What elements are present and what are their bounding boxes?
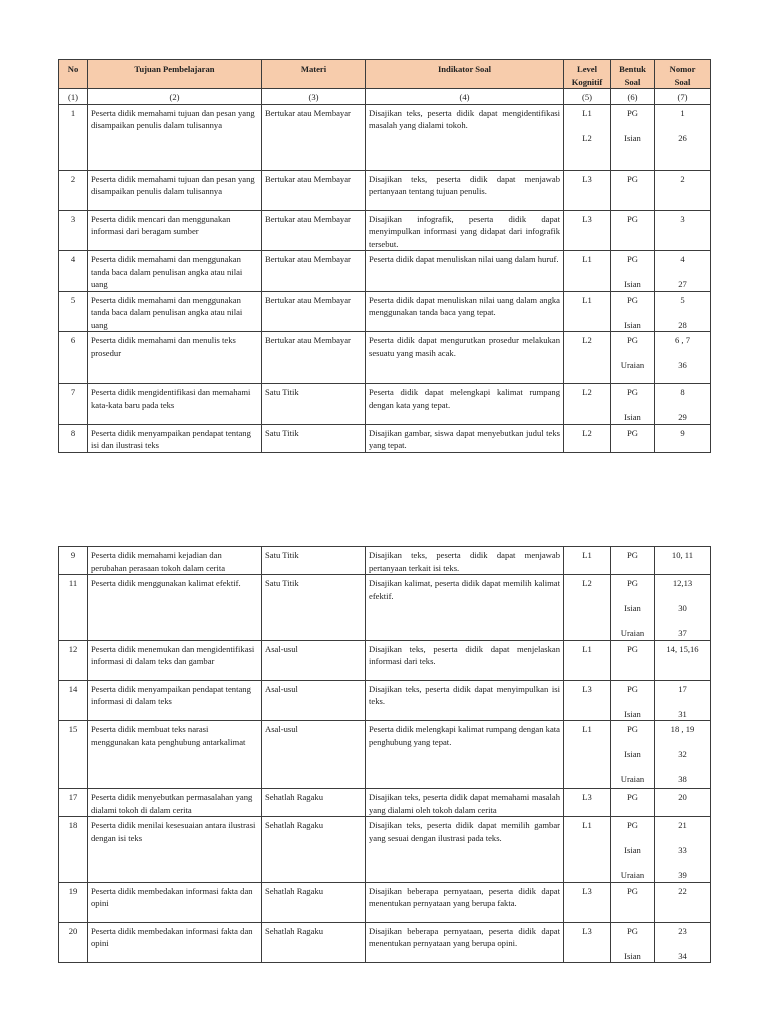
- row-tujuan: Peserta didik memahami dan menggunakan tanda baca dalam penulisan angka atau nilai uang: [88, 291, 262, 332]
- row-nomor: [655, 575, 711, 641]
- row-level-line: L3: [582, 683, 592, 694]
- header-tujuan: Tujuan Pembelajaran: [88, 60, 262, 89]
- row-no: 18: [59, 817, 88, 883]
- row-bentuk: [611, 680, 655, 721]
- row-materi: Bertukar atau Membayar: [262, 210, 366, 251]
- row-bentuk: [611, 210, 655, 251]
- row-nomor-line: 14, 15,16: [666, 643, 699, 654]
- row-nomor: [655, 291, 711, 332]
- row-no: 19: [59, 882, 88, 922]
- col-number: (1): [59, 89, 88, 105]
- row-nomor-line: 26: [678, 132, 687, 143]
- row-bentuk: [611, 789, 655, 817]
- row-no: 14: [59, 680, 88, 721]
- row-tujuan: Peserta didik mencari dan menggunakan informasi dari beragam sumber: [88, 210, 262, 251]
- col-number: (5): [564, 89, 611, 105]
- header-no: No: [59, 60, 88, 89]
- row-level-line: L2: [582, 427, 592, 438]
- row-indikator: Disajikan infografik, peserta didik dapat menyimpulkan informasi yang didapat dari infografik tersebut.: [366, 210, 564, 251]
- row-nomor-line: [658, 832, 707, 845]
- row-bentuk-line: Uraian: [620, 870, 645, 880]
- row-indikator: Peserta didik dapat mengurutkan prosedur melakukan sesuatu yang masih acak.: [366, 332, 564, 384]
- row-nomor: [655, 104, 711, 170]
- row-level-line: L3: [582, 792, 592, 802]
- kisi-kisi-table-part-2: [58, 546, 711, 963]
- row-materi: Asal-usul: [262, 721, 366, 789]
- row-materi: Satu Titik: [262, 384, 366, 425]
- row-materi: Bertukar atau Membayar: [262, 170, 366, 210]
- table-row: [59, 575, 711, 641]
- row-level-line: L3: [582, 213, 592, 224]
- row-bentuk: [611, 170, 655, 210]
- row-nomor: [655, 721, 711, 789]
- row-bentuk-line: PG: [627, 792, 638, 802]
- row-bentuk-line: PG: [627, 925, 638, 936]
- row-bentuk-line: PG: [627, 683, 638, 694]
- row-nomor-line: [658, 266, 707, 279]
- row-bentuk-line: [614, 266, 651, 279]
- row-indikator: Disajikan teks, peserta didik dapat mengidentifikasi masalah yang dialami tokoh.: [366, 104, 564, 170]
- row-nomor: [655, 817, 711, 883]
- row-indikator: Disajikan beberapa pernyataan, peserta didik dapat menentukan pernyataan yang berupa fakta.: [366, 882, 564, 922]
- row-tujuan: Peserta didik menemukan dan mengidentifikasi informasi di dalam teks dan gambar: [88, 640, 262, 680]
- row-level-line: L1: [582, 294, 592, 305]
- row-level: [564, 170, 611, 210]
- row-nomor-line: 1: [680, 107, 685, 118]
- row-nomor-line: 20: [678, 792, 687, 802]
- row-level-line: L3: [582, 885, 592, 896]
- col-number: (3): [262, 89, 366, 105]
- row-bentuk: [611, 817, 655, 883]
- row-bentuk-line: [614, 937, 651, 950]
- row-nomor-line: [658, 695, 707, 708]
- row-nomor-line: 18 , 19: [670, 724, 695, 734]
- table-row: [59, 170, 711, 210]
- row-tujuan: Peserta didik memahami dan menggunakan tanda baca dalam penulisan angka atau nilai uang: [88, 251, 262, 292]
- row-tujuan: Peserta didik menggunakan kalimat efektif.: [88, 575, 262, 641]
- row-level: [564, 547, 611, 575]
- row-bentuk-line: Isian: [624, 708, 641, 719]
- row-tujuan: Peserta didik memahami tujuan dan pesan yang disampaikan penulis dalam tulisannya: [88, 170, 262, 210]
- row-level: [564, 721, 611, 789]
- row-bentuk: [611, 547, 655, 575]
- table-row: [59, 291, 711, 332]
- header-level: Level Kognitif: [564, 60, 611, 89]
- row-nomor-line: 38: [678, 774, 687, 784]
- row-bentuk-line: [614, 695, 651, 708]
- row-tujuan: Peserta didik memahami dan menulis teks prosedur: [88, 332, 262, 384]
- row-nomor-line: 6 , 7: [674, 335, 691, 345]
- header-materi: Materi: [262, 60, 366, 89]
- row-nomor-line: [658, 119, 707, 132]
- row-bentuk: [611, 332, 655, 384]
- row-materi: Sehatlah Ragaku: [262, 789, 366, 817]
- row-tujuan: Peserta didik menilai kesesuaian antara ilustrasi dengan isi teks: [88, 817, 262, 883]
- row-bentuk: [611, 721, 655, 789]
- row-level: [564, 291, 611, 332]
- row-materi: Satu Titik: [262, 575, 366, 641]
- row-indikator: Disajikan teks, peserta didik dapat memilih gambar yang sesuai dengan ilustrasi pada teks.: [366, 817, 564, 883]
- row-tujuan: Peserta didik membedakan informasi fakta dan opini: [88, 882, 262, 922]
- table-row: [59, 547, 711, 575]
- table-body-2: [59, 547, 711, 963]
- row-level-line: L2: [582, 387, 592, 397]
- row-nomor: [655, 789, 711, 817]
- row-bentuk-line: [614, 347, 651, 360]
- row-nomor-line: 12,13: [672, 578, 693, 588]
- row-bentuk-line: [614, 857, 651, 870]
- row-no: 2: [59, 170, 88, 210]
- kisi-kisi-table-part-1: [58, 59, 711, 453]
- row-nomor-line: 21: [678, 820, 687, 830]
- row-bentuk-line: PG: [627, 294, 638, 305]
- col-number: (6): [611, 89, 655, 105]
- row-nomor-line: [658, 937, 707, 950]
- row-indikator: Disajikan kalimat, peserta didik dapat memilih kalimat efektif.: [366, 575, 564, 641]
- table-row: [59, 251, 711, 292]
- row-indikator: Disajikan teks, peserta didik dapat menyimpulkan isi teks.: [366, 680, 564, 721]
- row-nomor-line: 5: [680, 294, 685, 305]
- row-nomor-line: 9: [680, 427, 685, 438]
- row-nomor-line: 28: [678, 319, 687, 330]
- row-no: 20: [59, 922, 88, 963]
- row-materi: Sehatlah Ragaku: [262, 817, 366, 883]
- row-materi: Sehatlah Ragaku: [262, 882, 366, 922]
- row-tujuan: Peserta didik memahami kejadian dan perubahan perasaan tokoh dalam cerita: [88, 547, 262, 575]
- row-level: [564, 680, 611, 721]
- row-nomor-line: 10, 11: [671, 550, 694, 560]
- row-materi: Asal-usul: [262, 680, 366, 721]
- col-number: (4): [366, 89, 564, 105]
- row-nomor: [655, 210, 711, 251]
- row-bentuk-line: PG: [627, 427, 638, 438]
- row-indikator: Peserta didik dapat menuliskan nilai uang dalam angka menggunakan tanda baca yang tepat.: [366, 291, 564, 332]
- row-level-line: L1: [582, 724, 592, 734]
- row-materi: Satu Titik: [262, 547, 366, 575]
- table-row: [59, 210, 711, 251]
- header-row: [59, 60, 711, 89]
- row-bentuk-line: Isian: [624, 319, 641, 330]
- row-level: [564, 640, 611, 680]
- row-bentuk-line: PG: [627, 107, 638, 118]
- row-tujuan: Peserta didik menyebutkan permasalahan yang dialami tokoh di dalam cerita: [88, 789, 262, 817]
- row-nomor: [655, 251, 711, 292]
- row-bentuk-line: Isian: [624, 603, 641, 613]
- row-indikator: Disajikan gambar, siswa dapat menyebutkan judul teks yang tepat.: [366, 424, 564, 452]
- row-no: 5: [59, 291, 88, 332]
- row-bentuk-line: [614, 615, 651, 628]
- row-no: 17: [59, 789, 88, 817]
- col-number: (2): [88, 89, 262, 105]
- row-bentuk-line: PG: [627, 724, 638, 734]
- row-materi: Sehatlah Ragaku: [262, 922, 366, 963]
- row-bentuk: [611, 251, 655, 292]
- row-level-line: L2: [582, 335, 592, 345]
- row-nomor: [655, 332, 711, 384]
- row-nomor-line: 2: [680, 173, 685, 184]
- header-bentuk: Bentuk Soal: [611, 60, 655, 89]
- row-materi: Bertukar atau Membayar: [262, 104, 366, 170]
- row-bentuk: [611, 424, 655, 452]
- row-bentuk: [611, 640, 655, 680]
- row-nomor-line: [658, 857, 707, 870]
- row-nomor-line: [658, 347, 707, 360]
- row-materi: Bertukar atau Membayar: [262, 291, 366, 332]
- row-indikator: Disajikan teks, peserta didik dapat menjawab pertanyaan tentang tujuan penulis.: [366, 170, 564, 210]
- row-level: [564, 882, 611, 922]
- row-nomor: [655, 882, 711, 922]
- row-tujuan: Peserta didik menyampaikan pendapat tentang informasi di dalam teks: [88, 680, 262, 721]
- row-nomor-line: 31: [678, 708, 687, 719]
- header-nomor: Nomor Soal: [655, 60, 711, 89]
- row-level-line: L1: [582, 643, 592, 654]
- row-nomor-line: [658, 615, 707, 628]
- row-bentuk: [611, 104, 655, 170]
- row-bentuk-line: [614, 761, 651, 774]
- row-nomor-line: [658, 590, 707, 603]
- table-row: [59, 721, 711, 789]
- row-no: 9: [59, 547, 88, 575]
- row-bentuk-line: [614, 119, 651, 132]
- row-materi: Asal-usul: [262, 640, 366, 680]
- row-bentuk-line: PG: [627, 173, 638, 184]
- row-materi: Bertukar atau Membayar: [262, 251, 366, 292]
- row-nomor: [655, 640, 711, 680]
- row-indikator: Disajikan teks, peserta didik dapat menjelaskan informasi dari teks.: [366, 640, 564, 680]
- row-indikator: Disajikan teks, peserta didik dapat menjawab pertanyaan terkait isi teks.: [366, 547, 564, 575]
- row-nomor-line: [658, 399, 707, 412]
- row-nomor-line: 34: [678, 950, 687, 961]
- row-bentuk-line: PG: [627, 578, 638, 588]
- row-nomor: [655, 384, 711, 425]
- row-level: [564, 210, 611, 251]
- row-nomor: [655, 170, 711, 210]
- row-nomor: [655, 424, 711, 452]
- row-level-line: L3: [582, 173, 592, 184]
- row-nomor-line: 17: [678, 683, 687, 694]
- row-nomor-line: [658, 306, 707, 319]
- row-level-line: [567, 119, 607, 132]
- row-nomor-line: 22: [678, 885, 687, 896]
- row-level: [564, 104, 611, 170]
- row-nomor-line: 39: [678, 870, 687, 880]
- row-level: [564, 332, 611, 384]
- table-row: [59, 680, 711, 721]
- row-bentuk: [611, 882, 655, 922]
- row-bentuk-line: Isian: [624, 132, 641, 143]
- row-level-line: L1: [582, 820, 592, 830]
- col-number: (7): [655, 89, 711, 105]
- row-indikator: Disajikan beberapa pernyataan, peserta didik dapat menentukan pernyataan yang berupa opini.: [366, 922, 564, 963]
- table-row: [59, 384, 711, 425]
- row-no: 3: [59, 210, 88, 251]
- row-level: [564, 424, 611, 452]
- table-body-1: [59, 104, 711, 452]
- row-tujuan: Peserta didik memahami tujuan dan pesan yang disampaikan penulis dalam tulisannya: [88, 104, 262, 170]
- row-level: [564, 384, 611, 425]
- row-level: [564, 789, 611, 817]
- row-nomor-line: 8: [680, 387, 685, 397]
- row-nomor: [655, 547, 711, 575]
- row-level-line: L1: [582, 550, 592, 560]
- row-bentuk-line: Isian: [624, 412, 641, 422]
- row-no: 4: [59, 251, 88, 292]
- row-level-line: L3: [582, 925, 592, 936]
- row-nomor: [655, 680, 711, 721]
- row-materi: Bertukar atau Membayar: [262, 332, 366, 384]
- row-nomor-line: 30: [678, 603, 687, 613]
- row-bentuk-line: [614, 306, 651, 319]
- row-bentuk-line: PG: [627, 643, 638, 654]
- row-nomor: [655, 922, 711, 963]
- row-indikator: Peserta didik melengkapi kalimat rumpang dengan kata penghubung yang tepat.: [366, 721, 564, 789]
- row-bentuk: [611, 922, 655, 963]
- table-row: [59, 882, 711, 922]
- row-level: [564, 575, 611, 641]
- row-tujuan: Peserta didik membuat teks narasi menggunakan kata penghubung antarkalimat: [88, 721, 262, 789]
- row-level: [564, 817, 611, 883]
- row-no: 15: [59, 721, 88, 789]
- row-level-line: L1: [582, 107, 592, 118]
- row-bentuk-line: Uraian: [620, 774, 645, 784]
- row-bentuk-line: PG: [627, 885, 638, 896]
- row-nomor-line: 36: [678, 360, 687, 370]
- table-row: [59, 424, 711, 452]
- row-no: 11: [59, 575, 88, 641]
- row-bentuk-line: Isian: [624, 279, 641, 289]
- row-materi: Satu Titik: [262, 424, 366, 452]
- row-bentuk-line: PG: [627, 820, 638, 830]
- row-nomor-line: 37: [678, 628, 687, 638]
- row-bentuk-line: Uraian: [620, 628, 645, 638]
- row-tujuan: Peserta didik menyampaikan pendapat tentang isi dan ilustrasi teks: [88, 424, 262, 452]
- row-no: 8: [59, 424, 88, 452]
- row-nomor-line: 29: [678, 412, 687, 422]
- row-nomor-line: 23: [678, 925, 687, 936]
- table-row: [59, 789, 711, 817]
- row-bentuk: [611, 575, 655, 641]
- row-nomor-line: 33: [678, 845, 687, 855]
- row-nomor-line: 32: [678, 749, 687, 759]
- table-row: [59, 104, 711, 170]
- table-row: [59, 922, 711, 963]
- row-nomor-line: 4: [680, 254, 685, 264]
- row-bentuk-line: Uraian: [620, 360, 645, 370]
- header-indikator: Indikator Soal: [366, 60, 564, 89]
- column-number-row: [59, 89, 711, 105]
- row-bentuk-line: [614, 736, 651, 749]
- row-bentuk-line: PG: [627, 550, 638, 560]
- row-indikator: Peserta didik dapat melengkapi kalimat rumpang dengan kata yang tepat.: [366, 384, 564, 425]
- row-indikator: Disajikan teks, peserta didik dapat memahami masalah yang dialami oleh tokoh dalam cerita: [366, 789, 564, 817]
- row-bentuk-line: [614, 832, 651, 845]
- table-row: [59, 817, 711, 883]
- row-bentuk-line: PG: [627, 213, 638, 224]
- row-bentuk-line: Isian: [624, 950, 641, 961]
- row-level-line: L2: [582, 578, 592, 588]
- row-indikator: Peserta didik dapat menuliskan nilai uang dalam huruf.: [366, 251, 564, 292]
- row-no: 1: [59, 104, 88, 170]
- row-nomor-line: [658, 736, 707, 749]
- row-level: [564, 922, 611, 963]
- row-bentuk: [611, 384, 655, 425]
- table-row: [59, 640, 711, 680]
- table-row: [59, 332, 711, 384]
- row-bentuk-line: PG: [627, 335, 638, 345]
- row-tujuan: Peserta didik membedakan informasi fakta dan opini: [88, 922, 262, 963]
- row-bentuk-line: [614, 590, 651, 603]
- row-level-line: L1: [582, 254, 592, 264]
- row-nomor-line: 3: [680, 213, 685, 224]
- row-no: 7: [59, 384, 88, 425]
- row-bentuk-line: PG: [627, 254, 638, 264]
- row-no: 6: [59, 332, 88, 384]
- row-bentuk-line: PG: [627, 387, 638, 397]
- row-nomor-line: 27: [678, 279, 687, 289]
- row-tujuan: Peserta didik mengidentifikasi dan memahami kata-kata baru pada teks: [88, 384, 262, 425]
- row-level: [564, 251, 611, 292]
- row-level-line: L2: [582, 132, 592, 143]
- row-bentuk-line: Isian: [624, 845, 641, 855]
- row-bentuk: [611, 291, 655, 332]
- row-no: 12: [59, 640, 88, 680]
- row-bentuk-line: Isian: [624, 749, 641, 759]
- row-bentuk-line: [614, 399, 651, 412]
- row-nomor-line: [658, 761, 707, 774]
